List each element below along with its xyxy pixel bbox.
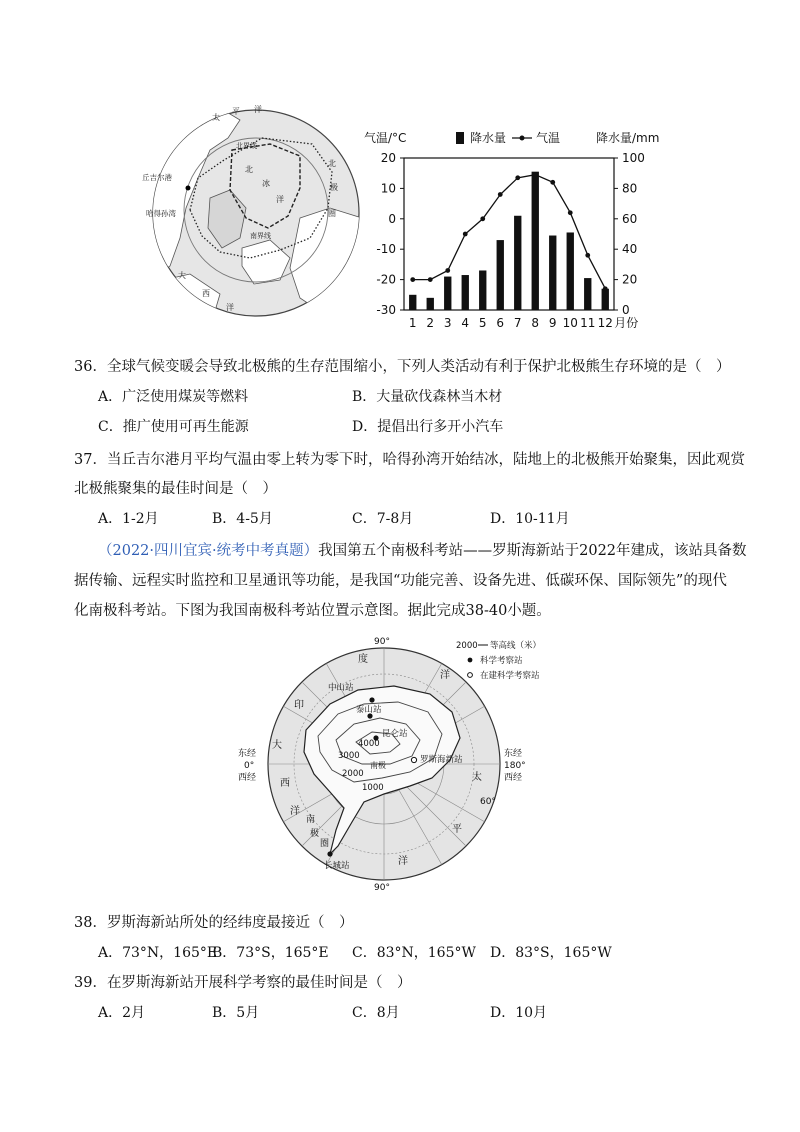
x-tick-label: 9: [548, 316, 557, 330]
q38-option-b[interactable]: B．73°S，165°E: [212, 945, 329, 961]
legend-precip-swatch: [456, 132, 464, 144]
x-axis-suffix: 月份: [614, 316, 639, 330]
arctic-label-hudson: 哈得孙湾: [146, 209, 176, 218]
ant-label-west0: 西经: [238, 773, 257, 783]
ant-label-c3000: 3000: [338, 751, 360, 761]
ant-label-atl-1: 大: [272, 740, 282, 751]
precip-bar: [532, 172, 539, 310]
x-tick-label: 8: [531, 316, 540, 330]
ant-label-pac-1: 太: [472, 772, 482, 783]
ant-label-pac-3: 洋: [398, 856, 408, 867]
precip-bar: [462, 275, 469, 310]
arctic-map: [142, 98, 362, 328]
ant-label-atl-2: 西: [280, 778, 290, 789]
temp-point: [480, 216, 485, 221]
x-tick-label: 1: [408, 316, 417, 330]
ant-label-east0-2: 0°: [244, 761, 255, 771]
arctic-label-south-line: 南界线: [250, 232, 271, 240]
q36-option-b[interactable]: B．大量砍伐森林当木材: [352, 389, 503, 405]
y-right-tick-label: 0: [622, 303, 630, 317]
legend-temp-label: 气温: [536, 131, 561, 145]
y-left-tick-label: 0: [388, 211, 396, 226]
source-tag: （2022·四川宜宾·统考中考真题）: [98, 543, 319, 559]
arctic-label-atlantic-1: 大: [178, 271, 186, 280]
arctic-label-arctic-3: 洋: [276, 195, 284, 204]
intro-line2: 据传输、远程实时监控和卫星通讯等功能，是我国“功能完善、设备先进、低碳环保、国际领先”的现代: [74, 573, 727, 589]
precip-bar: [602, 289, 609, 310]
legend-precip-label: 降水量: [470, 131, 507, 145]
q37-option-c[interactable]: C．7-8月: [352, 511, 414, 527]
temp-line: [413, 175, 606, 289]
arctic-label-pacific-3: 洋: [254, 105, 262, 114]
q36-option-a[interactable]: A．广泛使用煤炭等燃料: [98, 389, 249, 405]
ant-label-penin-1: 南: [306, 815, 316, 825]
ant-label-indian-3: 洋: [440, 670, 450, 681]
x-tick-label: 10: [562, 316, 578, 330]
q37-option-a[interactable]: A．1-2月: [98, 511, 159, 527]
legend-contour-value: 2000: [456, 641, 478, 651]
q39-option-a[interactable]: A．2月: [98, 1005, 146, 1021]
y-left-tick-label: 20: [380, 151, 396, 165]
q38-option-c[interactable]: C．83°N，165°W: [352, 945, 476, 961]
ant-label-c1000: 1000: [362, 783, 384, 793]
arctic-label-atlantic-2: 西: [202, 289, 210, 298]
x-tick-label: 12: [597, 316, 613, 330]
ant-label-indian-1: 印: [294, 700, 304, 711]
precip-bar: [427, 298, 434, 310]
temp-point: [515, 175, 520, 180]
q36-option-c[interactable]: C．推广使用可再生能源: [98, 419, 249, 435]
arctic-label-atlantic-3: 洋: [226, 303, 234, 312]
ant-label-zhongshan: 中山站: [328, 683, 354, 693]
arctic-label-pacific-2: 平: [232, 107, 240, 116]
temp-point: [445, 268, 450, 273]
precip-bar: [514, 216, 521, 310]
y-left-tick-label: -10: [376, 242, 396, 257]
arctic-label-pacific-1: 太: [212, 113, 220, 122]
temp-point: [533, 172, 538, 177]
legend-contour-label: 等高线（米）: [490, 641, 542, 651]
ant-label-c4000: 4000: [358, 739, 380, 749]
ant-label-penin-2: 极: [310, 829, 320, 839]
q36-stem: 36．全球气候变暖会导致北极熊的生存范围缩小，下列人类活动有利于保护北极熊生存环境的是（ ）: [74, 359, 731, 375]
y-right-tick-label: 100: [622, 151, 645, 165]
q37-stem-line1: 37．当丘吉尔港月平均气温由零上转为零下时，哈得孙湾开始结冰，陆地上的北极熊开始聚集，因此观赏: [74, 452, 745, 468]
plot-area: [376, 151, 645, 330]
temp-point: [498, 192, 503, 197]
q39-stem: 39．在罗斯海新站开展科学考察的最佳时间是（ ）: [74, 975, 412, 991]
precip-bar: [444, 277, 451, 310]
q37-option-b[interactable]: B．4-5月: [212, 511, 273, 527]
precip-bar: [567, 232, 574, 310]
precip-bar: [584, 278, 591, 310]
q37-stem-line2: 北极熊聚集的最佳时间是（ ）: [74, 481, 277, 497]
temp-point: [603, 286, 608, 291]
y-right-tick-label: 40: [622, 242, 638, 257]
ant-label-penin-3: 圈: [320, 839, 330, 849]
q37-option-d[interactable]: D．10-11月: [490, 511, 570, 527]
ant-label-kunlun: 昆仑站: [382, 729, 408, 739]
x-tick-label: 7: [513, 316, 522, 330]
plot-frame: [404, 158, 614, 310]
temp-point: [428, 277, 433, 282]
temp-point: [568, 210, 573, 215]
y-right-tick-label: 20: [622, 272, 638, 287]
x-tick-label: 11: [580, 316, 596, 330]
ant-label-east180-2: 180°: [504, 761, 526, 771]
q39-option-b[interactable]: B．5月: [212, 1005, 260, 1021]
temp-point: [550, 180, 555, 185]
x-tick-label: 6: [496, 316, 505, 330]
ant-label-east180-1: 东经: [504, 749, 523, 759]
arctic-label-arctic-2: 冰: [262, 179, 270, 188]
climate-chart: [360, 124, 670, 336]
y-left-tick-label: -20: [376, 272, 396, 287]
q39-option-d[interactable]: D．10月: [490, 1005, 548, 1021]
ant-label-atl-3: 洋: [290, 806, 300, 817]
legend-station-label: 科学考察站: [480, 656, 523, 666]
temp-point: [463, 232, 468, 237]
ant-label-south-pole: 南极: [370, 761, 386, 770]
ant-label-top-90: 90°: [374, 637, 390, 647]
arctic-label-arctic-1: 北: [245, 165, 253, 174]
antarctic-map: [234, 632, 564, 894]
precip-bar: [409, 295, 416, 310]
y-right-tick-label: 60: [622, 211, 638, 226]
temp-point: [410, 277, 415, 282]
q39-option-c[interactable]: C．8月: [352, 1005, 400, 1021]
y-right-tick-label: 80: [622, 181, 638, 196]
ant-label-lat60: 60°: [480, 797, 496, 807]
ant-label-pac-2: 平: [452, 824, 462, 835]
precip-bar: [479, 270, 486, 310]
arctic-label-north-line: 北界线: [236, 142, 257, 150]
ant-label-bottom-90: 90°: [374, 883, 390, 893]
y-left-tick-label: -30: [376, 303, 396, 317]
ant-label-taishan: 泰山站: [356, 705, 382, 715]
arctic-label-churchill: 丘吉尔港: [142, 173, 172, 182]
intro-line1-text: 我国第五个南极科考站——罗斯海新站于2022年建成，该站具备数: [318, 543, 747, 559]
arctic-label-circle-2: 极: [330, 183, 338, 192]
x-tick-label: 3: [443, 316, 452, 330]
q38-stem: 38．罗斯海新站所处的经纬度最接近（ ）: [74, 915, 354, 931]
q38-option-a[interactable]: A．73°N，165°E: [98, 945, 218, 961]
q38-option-d[interactable]: D．83°S，165°W: [490, 945, 612, 961]
precip-bar: [497, 240, 504, 310]
arctic-label-circle-3: 圈: [328, 209, 336, 218]
intro-line3: 化南极科考站。下图为我国南极科考站位置示意图。据此完成38-40小题。: [74, 603, 551, 619]
legend-temp-marker: [520, 136, 525, 141]
x-tick-label: 2: [426, 316, 435, 330]
ant-label-east0-1: 东经: [238, 749, 257, 759]
legend-building-label: 在建科学考察站: [480, 671, 540, 681]
q36-option-d[interactable]: D．提倡出行多开小汽车: [352, 419, 504, 435]
temp-point: [585, 253, 590, 258]
y-right-axis-label: 降水量/mm: [596, 131, 660, 145]
ant-label-west180: 西经: [504, 773, 523, 783]
intro-line1: [98, 540, 747, 562]
y-left-axis-label: 气温/°C: [364, 131, 407, 145]
ant-label-c2000: 2000: [342, 769, 364, 779]
y-left-tick-label: 10: [380, 181, 396, 196]
antarctic-legend: [456, 640, 541, 681]
arctic-label-circle-1: 北: [328, 159, 336, 168]
precip-bar: [549, 236, 556, 310]
ant-label-indian-2: 度: [358, 654, 368, 665]
ant-label-rossnew: 罗斯海新站: [420, 755, 463, 765]
x-tick-label: 4: [461, 316, 470, 330]
ant-label-greatwall: 长城站: [324, 861, 350, 871]
x-tick-label: 5: [478, 316, 487, 330]
